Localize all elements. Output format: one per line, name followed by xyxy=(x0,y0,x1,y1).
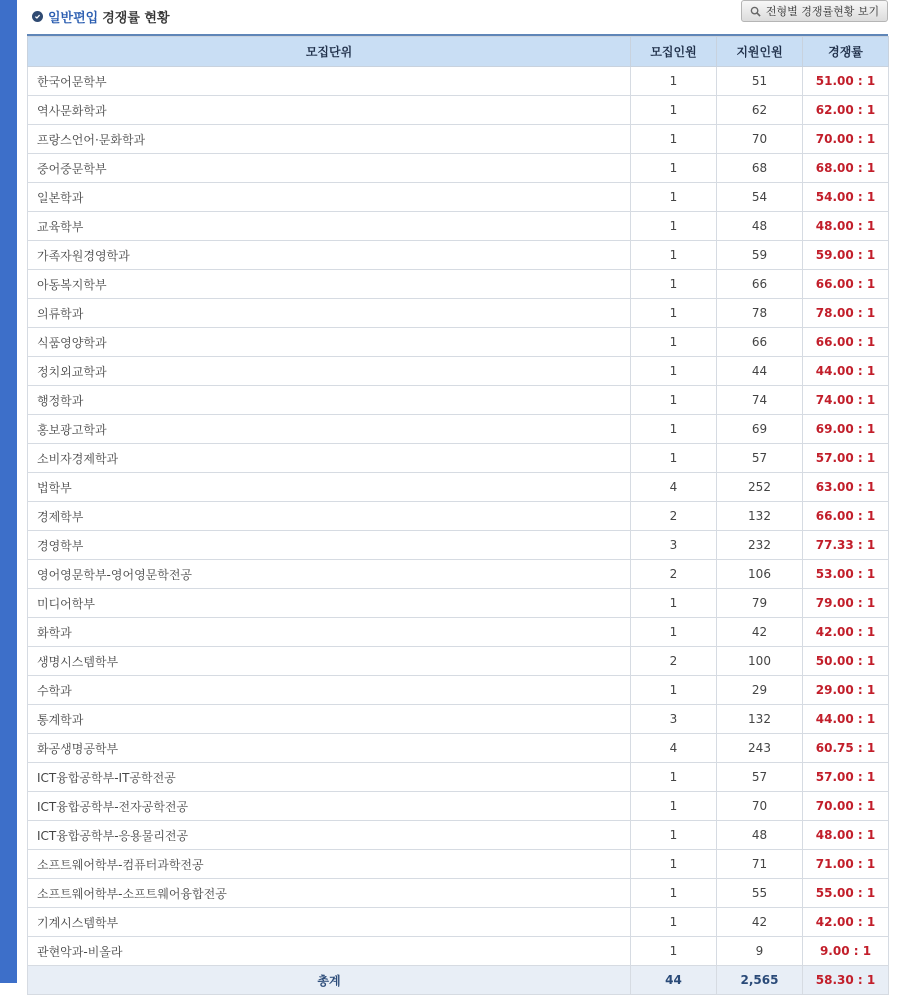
title-text: 경쟁률 현황 xyxy=(102,10,170,26)
unit-name-cell: 영어영문학부-영어영문학전공 xyxy=(28,560,631,589)
unit-name-cell: 경제학부 xyxy=(28,502,631,531)
ratio-cell: 57.00 : 1 xyxy=(803,763,889,792)
applicants-cell: 62 xyxy=(717,96,803,125)
table-row xyxy=(28,763,889,792)
quota-cell: 2 xyxy=(631,560,717,589)
unit-name-cell: ICT융합공학부-응용물리전공 xyxy=(28,821,631,850)
applicants-cell: 79 xyxy=(717,589,803,618)
unit-name-cell: 정치외교학과 xyxy=(28,357,631,386)
column-header-ratio: 경쟁률 xyxy=(803,37,889,67)
applicants-cell: 9 xyxy=(717,937,803,966)
table-row xyxy=(28,299,889,328)
ratio-cell: 48.00 : 1 xyxy=(803,821,889,850)
table-row xyxy=(28,647,889,676)
column-header-applicants: 지원인원 xyxy=(717,37,803,67)
unit-name-cell: 소비자경제학과 xyxy=(28,444,631,473)
quota-cell: 4 xyxy=(631,473,717,502)
quota-cell: 1 xyxy=(631,850,717,879)
unit-name-cell: 의류학과 xyxy=(28,299,631,328)
unit-name-cell: 역사문화학과 xyxy=(28,96,631,125)
page-header xyxy=(32,0,888,32)
unit-name-cell: 프랑스언어·문화학과 xyxy=(28,125,631,154)
applicants-cell: 57 xyxy=(717,763,803,792)
ratio-cell: 51.00 : 1 xyxy=(803,67,889,96)
unit-name-cell: 교육학부 xyxy=(28,212,631,241)
table-row xyxy=(28,821,889,850)
applicants-cell: 78 xyxy=(717,299,803,328)
ratio-cell: 79.00 : 1 xyxy=(803,589,889,618)
quota-cell: 1 xyxy=(631,96,717,125)
ratio-cell: 78.00 : 1 xyxy=(803,299,889,328)
total-label: 총계 xyxy=(28,966,631,995)
applicants-cell: 42 xyxy=(717,618,803,647)
applicants-cell: 55 xyxy=(717,879,803,908)
quota-cell: 1 xyxy=(631,125,717,154)
table-row xyxy=(28,444,889,473)
applicants-cell: 71 xyxy=(717,850,803,879)
quota-cell: 3 xyxy=(631,531,717,560)
view-by-admission-type-button[interactable] xyxy=(741,0,888,22)
quota-cell: 1 xyxy=(631,270,717,299)
ratio-cell: 63.00 : 1 xyxy=(803,473,889,502)
ratio-cell: 53.00 : 1 xyxy=(803,560,889,589)
table-row xyxy=(28,415,889,444)
table-row xyxy=(28,212,889,241)
applicants-cell: 132 xyxy=(717,502,803,531)
applicants-cell: 70 xyxy=(717,125,803,154)
applicants-cell: 44 xyxy=(717,357,803,386)
ratio-cell: 70.00 : 1 xyxy=(803,792,889,821)
applicants-cell: 106 xyxy=(717,560,803,589)
column-header-quota: 모집인원 xyxy=(631,37,717,67)
table-row xyxy=(28,618,889,647)
applicants-cell: 74 xyxy=(717,386,803,415)
table-row xyxy=(28,792,889,821)
total-quota: 44 xyxy=(631,966,717,995)
applicants-cell: 66 xyxy=(717,328,803,357)
unit-name-cell: 행정학과 xyxy=(28,386,631,415)
ratio-cell: 57.00 : 1 xyxy=(803,444,889,473)
ratio-cell: 71.00 : 1 xyxy=(803,850,889,879)
unit-name-cell: 생명시스템학부 xyxy=(28,647,631,676)
applicants-cell: 100 xyxy=(717,647,803,676)
search-icon xyxy=(750,6,761,17)
table-row xyxy=(28,386,889,415)
quota-cell: 1 xyxy=(631,183,717,212)
ratio-cell: 48.00 : 1 xyxy=(803,212,889,241)
unit-name-cell: 가족자원경영학과 xyxy=(28,241,631,270)
ratio-cell: 77.33 : 1 xyxy=(803,531,889,560)
ratio-cell: 29.00 : 1 xyxy=(803,676,889,705)
table-row xyxy=(28,67,889,96)
competition-table-container xyxy=(27,34,888,995)
applicants-cell: 54 xyxy=(717,183,803,212)
table-row xyxy=(28,937,889,966)
unit-name-cell: 화학과 xyxy=(28,618,631,647)
quota-cell: 1 xyxy=(631,328,717,357)
table-row xyxy=(28,270,889,299)
quota-cell: 3 xyxy=(631,705,717,734)
quota-cell: 1 xyxy=(631,299,717,328)
ratio-cell: 70.00 : 1 xyxy=(803,125,889,154)
ratio-cell: 9.00 : 1 xyxy=(803,937,889,966)
applicants-cell: 51 xyxy=(717,67,803,96)
quota-cell: 1 xyxy=(631,676,717,705)
applicants-cell: 57 xyxy=(717,444,803,473)
ratio-cell: 62.00 : 1 xyxy=(803,96,889,125)
column-header-unit: 모집단위 xyxy=(28,37,631,67)
applicants-cell: 42 xyxy=(717,908,803,937)
table-header-row xyxy=(28,37,889,67)
table-row xyxy=(28,879,889,908)
ratio-cell: 54.00 : 1 xyxy=(803,183,889,212)
ratio-cell: 66.00 : 1 xyxy=(803,270,889,299)
unit-name-cell: 일본학과 xyxy=(28,183,631,212)
ratio-cell: 74.00 : 1 xyxy=(803,386,889,415)
quota-cell: 2 xyxy=(631,647,717,676)
applicants-cell: 70 xyxy=(717,792,803,821)
ratio-cell: 55.00 : 1 xyxy=(803,879,889,908)
table-row xyxy=(28,560,889,589)
applicants-cell: 48 xyxy=(717,821,803,850)
applicants-cell: 232 xyxy=(717,531,803,560)
quota-cell: 1 xyxy=(631,937,717,966)
ratio-cell: 60.75 : 1 xyxy=(803,734,889,763)
quota-cell: 1 xyxy=(631,212,717,241)
table-row xyxy=(28,96,889,125)
quota-cell: 1 xyxy=(631,821,717,850)
ratio-cell: 42.00 : 1 xyxy=(803,618,889,647)
title-accent-text: 일반편입 xyxy=(48,10,99,26)
ratio-cell: 50.00 : 1 xyxy=(803,647,889,676)
applicants-cell: 132 xyxy=(717,705,803,734)
table-row xyxy=(28,676,889,705)
table-row xyxy=(28,183,889,212)
ratio-cell: 68.00 : 1 xyxy=(803,154,889,183)
page-title xyxy=(32,6,170,26)
left-accent-bar xyxy=(0,0,17,983)
quota-cell: 1 xyxy=(631,415,717,444)
table-row xyxy=(28,125,889,154)
applicants-cell: 66 xyxy=(717,270,803,299)
quota-cell: 1 xyxy=(631,763,717,792)
quota-cell: 1 xyxy=(631,154,717,183)
quota-cell: 1 xyxy=(631,618,717,647)
unit-name-cell: 수학과 xyxy=(28,676,631,705)
competition-table xyxy=(27,36,889,995)
total-ratio: 58.30 : 1 xyxy=(803,966,889,995)
quota-cell: 1 xyxy=(631,357,717,386)
table-row xyxy=(28,154,889,183)
ratio-cell: 66.00 : 1 xyxy=(803,502,889,531)
applicants-cell: 29 xyxy=(717,676,803,705)
unit-name-cell: 기계시스템학부 xyxy=(28,908,631,937)
view-button-label: 전형별 경쟁률현황 보기 xyxy=(765,5,880,18)
table-row xyxy=(28,502,889,531)
unit-name-cell: ICT융합공학부-전자공학전공 xyxy=(28,792,631,821)
table-row xyxy=(28,328,889,357)
ratio-cell: 42.00 : 1 xyxy=(803,908,889,937)
table-row xyxy=(28,705,889,734)
unit-name-cell: 소프트웨어학부-소프트웨어융합전공 xyxy=(28,879,631,908)
unit-name-cell: 중어중문학부 xyxy=(28,154,631,183)
applicants-cell: 68 xyxy=(717,154,803,183)
applicants-cell: 69 xyxy=(717,415,803,444)
quota-cell: 4 xyxy=(631,734,717,763)
quota-cell: 1 xyxy=(631,908,717,937)
unit-name-cell: ICT융합공학부-IT공학전공 xyxy=(28,763,631,792)
applicants-cell: 48 xyxy=(717,212,803,241)
applicants-cell: 59 xyxy=(717,241,803,270)
unit-name-cell: 통계학과 xyxy=(28,705,631,734)
ratio-cell: 44.00 : 1 xyxy=(803,705,889,734)
unit-name-cell: 미디어학부 xyxy=(28,589,631,618)
ratio-cell: 44.00 : 1 xyxy=(803,357,889,386)
check-circle-icon xyxy=(32,11,43,22)
ratio-cell: 59.00 : 1 xyxy=(803,241,889,270)
quota-cell: 1 xyxy=(631,444,717,473)
table-row xyxy=(28,241,889,270)
table-row xyxy=(28,589,889,618)
quota-cell: 1 xyxy=(631,241,717,270)
quota-cell: 1 xyxy=(631,386,717,415)
unit-name-cell: 소프트웨어학부-컴퓨터과학전공 xyxy=(28,850,631,879)
quota-cell: 1 xyxy=(631,879,717,908)
table-row xyxy=(28,734,889,763)
quota-cell: 1 xyxy=(631,589,717,618)
quota-cell: 1 xyxy=(631,792,717,821)
table-total-row xyxy=(28,966,889,995)
unit-name-cell: 한국어문학부 xyxy=(28,67,631,96)
table-row xyxy=(28,531,889,560)
applicants-cell: 252 xyxy=(717,473,803,502)
table-row xyxy=(28,850,889,879)
table-row xyxy=(28,357,889,386)
quota-cell: 2 xyxy=(631,502,717,531)
unit-name-cell: 경영학부 xyxy=(28,531,631,560)
table-row xyxy=(28,908,889,937)
applicants-cell: 243 xyxy=(717,734,803,763)
ratio-cell: 66.00 : 1 xyxy=(803,328,889,357)
unit-name-cell: 홍보광고학과 xyxy=(28,415,631,444)
ratio-cell: 69.00 : 1 xyxy=(803,415,889,444)
total-applicants: 2,565 xyxy=(717,966,803,995)
table-row xyxy=(28,473,889,502)
unit-name-cell: 화공생명공학부 xyxy=(28,734,631,763)
quota-cell: 1 xyxy=(631,67,717,96)
unit-name-cell: 법학부 xyxy=(28,473,631,502)
unit-name-cell: 식품영양학과 xyxy=(28,328,631,357)
unit-name-cell: 아동복지학부 xyxy=(28,270,631,299)
unit-name-cell: 관현악과-비올라 xyxy=(28,937,631,966)
